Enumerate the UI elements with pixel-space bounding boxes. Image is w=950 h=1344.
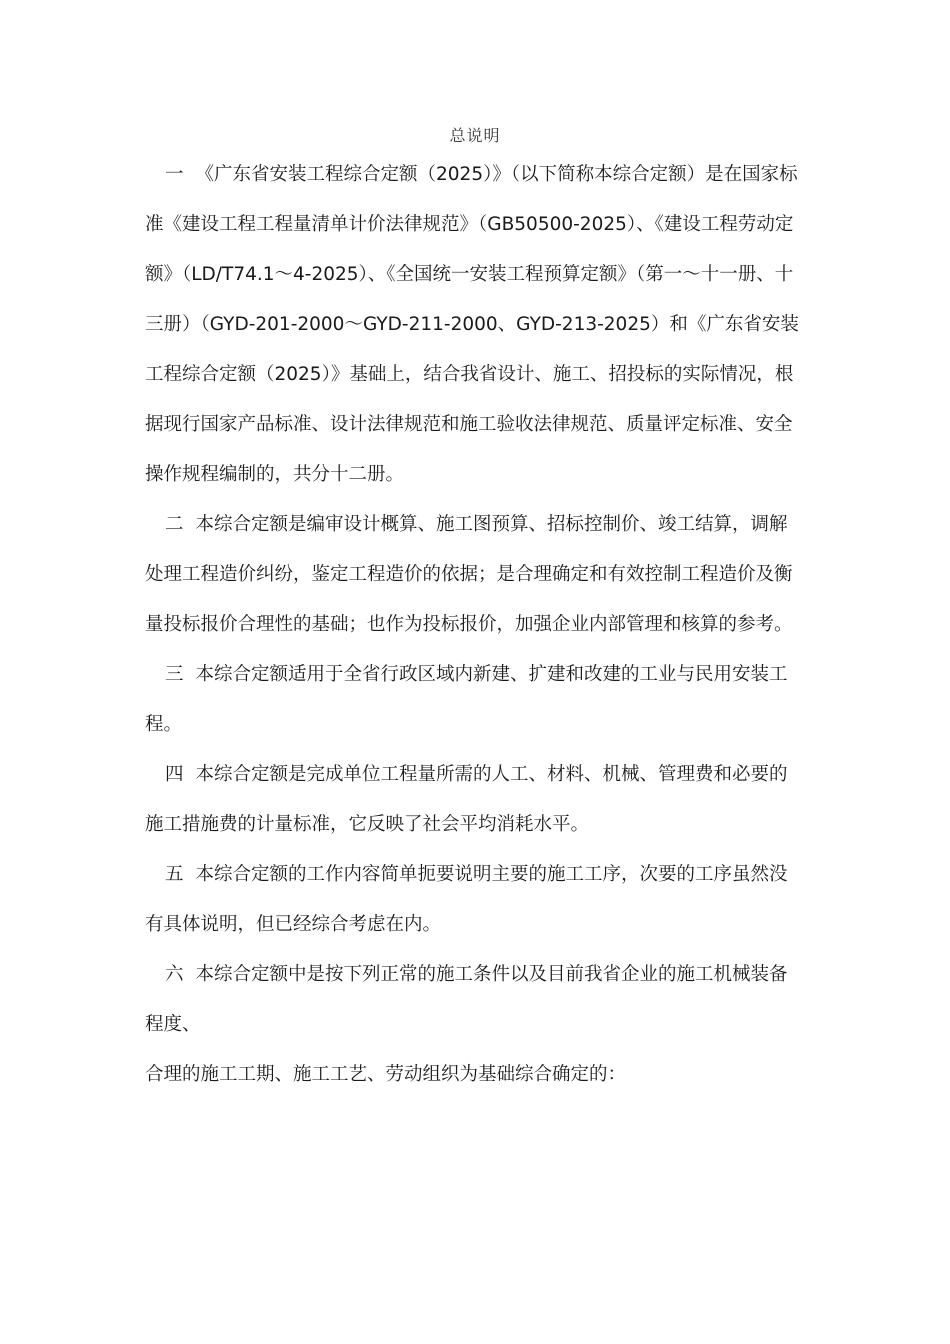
paragraph-1 xyxy=(145,150,805,500)
paragraph-number: 四 xyxy=(165,764,184,785)
paragraph-text: 本综合定额适用于全省行政区域内新建、扩建和改建的工业与民用安装工程。 xyxy=(145,664,788,735)
paragraph-4 xyxy=(145,750,805,850)
paragraph-3 xyxy=(145,650,805,750)
paragraph-number: 一 xyxy=(165,164,184,185)
paragraph-text: 本综合定额的工作内容简单扼要说明主要的施工工序，次要的工序虽然没有具体说明，但已经综合考虑在内。 xyxy=(145,864,788,935)
paragraph-number: 五 xyxy=(165,864,184,885)
document-title: 总说明 xyxy=(449,126,501,145)
paragraph-text: 本综合定额是编审设计概算、施工图预算、招标控制价、竣工结算，调解处理工程造价纠纷，鉴定工程造价的依据；是合理确定和有效控制工程造价及衡量投标报价合理性的基础；也作为投标报价，加强企业内部管理和核算的参考。 xyxy=(145,514,793,635)
paragraph-text: 本综合定额是完成单位工程量所需的人工、材料、机械、管理费和必要的施工措施费的计量标准，它反映了社会平均消耗水平。 xyxy=(145,764,788,835)
paragraph-text: 本综合定额中是按下列正常的施工条件以及目前我省企业的施工机械装备程度、 xyxy=(145,964,788,1035)
paragraph-number: 三 xyxy=(165,664,184,685)
document-body xyxy=(145,150,805,1100)
paragraph-5 xyxy=(145,850,805,950)
paragraph-6 xyxy=(145,950,805,1050)
paragraph-number: 六 xyxy=(165,964,184,985)
paragraph-number: 二 xyxy=(165,514,184,535)
paragraph-2 xyxy=(145,500,805,650)
paragraph-continuation: 合理的施工工期、施工工艺、劳动组织为基础综合确定的： xyxy=(145,1064,627,1085)
paragraph-text: 《广东省安装工程综合定额（2025）》（以下简称本综合定额）是在国家标准《建设工程工程量清单计价法律规范》（GB50500-2025）、《建设工程劳动定额》（LD/T74.1～4-2025）、《全国统一安装工程预算定额》（第一～十一册、十三册）（GYD-201-2000～GYD-211-2000、GYD-213-2025）和《广东省安装工程综合定额（2025）》基础上，结合我省设计、施工、招投标的实际情况，根据现行国家产品标准、设计法律规范和施工验收法律规范、质量评定标准、安全操作规程编制的，共分十二册。 xyxy=(145,164,799,485)
